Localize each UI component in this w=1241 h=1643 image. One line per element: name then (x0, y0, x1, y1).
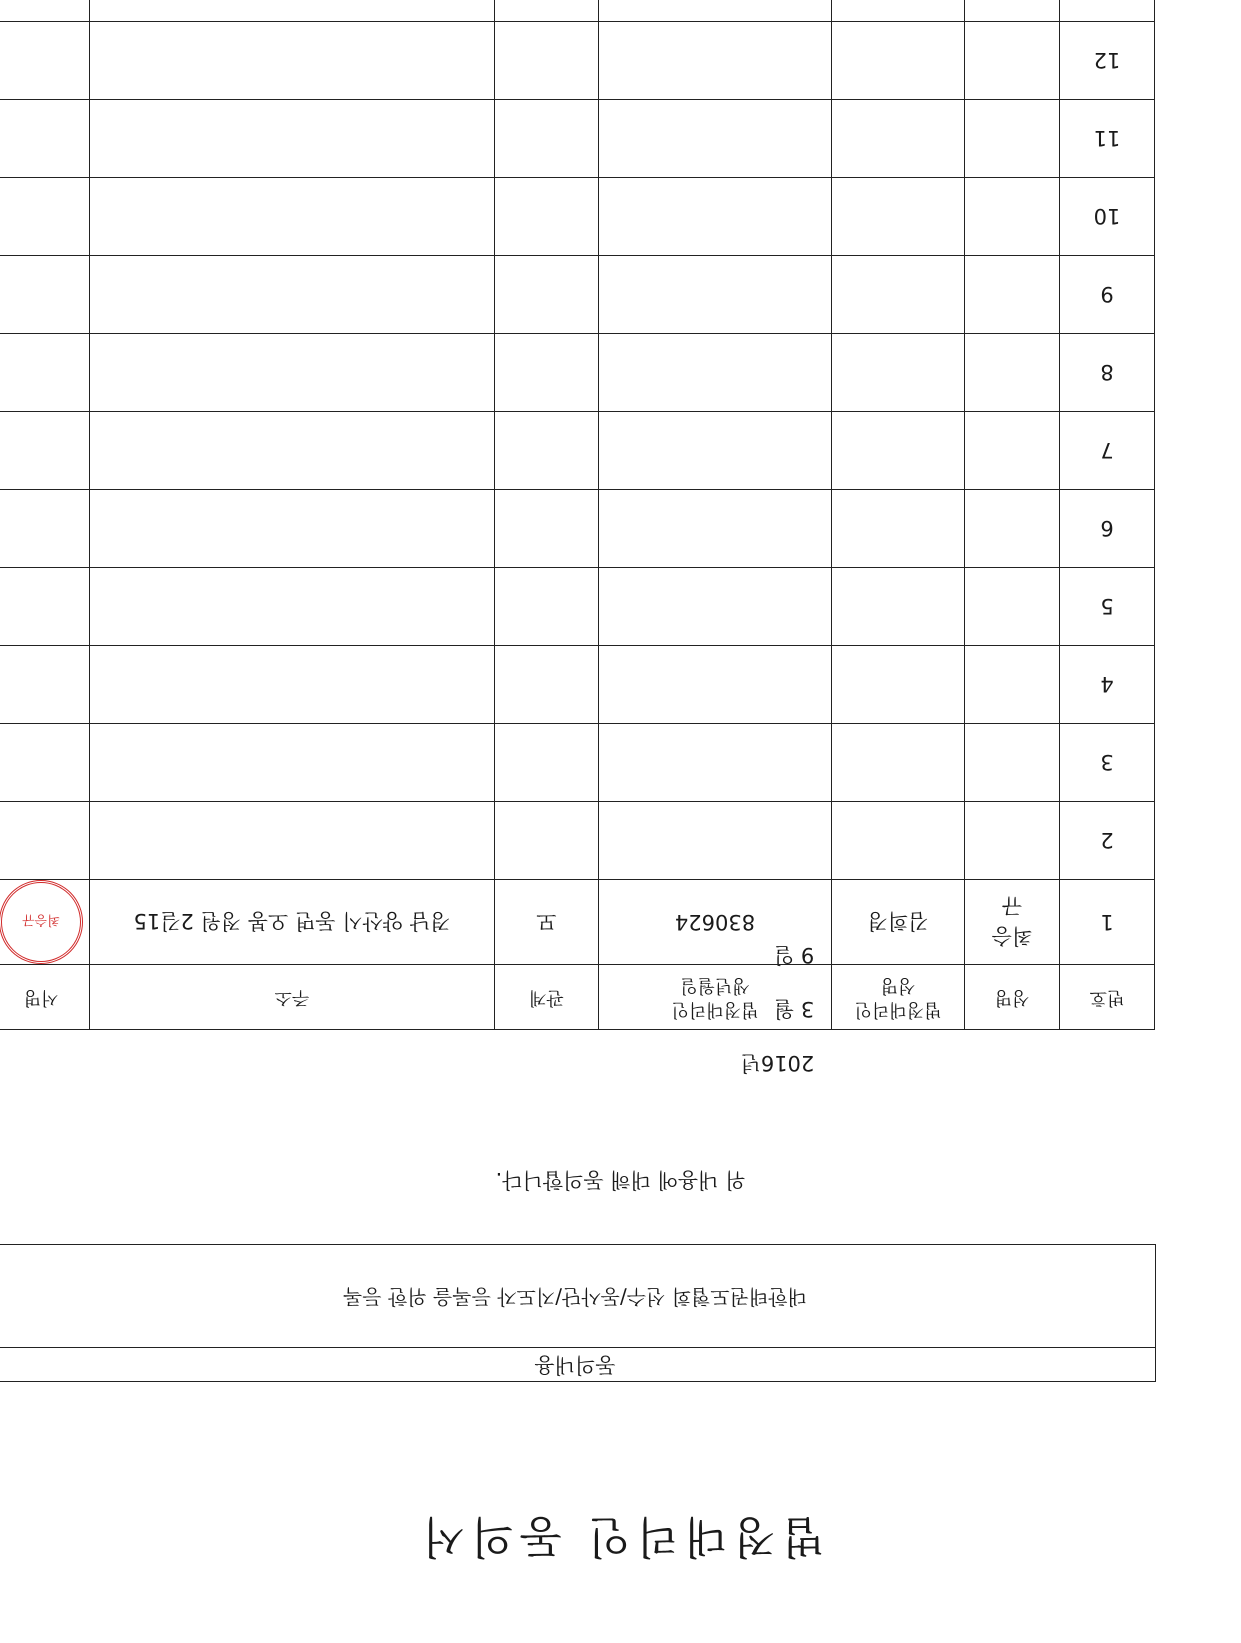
row-number-cell: 6 (1060, 490, 1155, 568)
date-day: 9 일 (773, 943, 815, 967)
signature-cell (0, 724, 90, 802)
consent-header: 동의내용 (0, 1347, 1155, 1381)
athlete-name-cell (965, 568, 1060, 646)
athlete-name-cell (965, 802, 1060, 880)
guardian-name-cell (832, 646, 965, 724)
guardian-birthdate-cell (599, 490, 832, 568)
address-cell (90, 802, 495, 880)
address-cell (90, 100, 495, 178)
row-number-cell: 11 (1060, 100, 1155, 178)
signature-cell (0, 0, 90, 22)
guardian-name-cell (832, 412, 965, 490)
relation-cell (495, 100, 599, 178)
guardian-birthdate-cell (599, 0, 832, 22)
guardian-birthdate-cell (599, 646, 832, 724)
table-row (0, 178, 1155, 256)
relation-cell (495, 568, 599, 646)
guardian-birthdate-cell (599, 178, 832, 256)
address-cell (90, 724, 495, 802)
row-number-cell: 5 (1060, 568, 1155, 646)
relation-cell (495, 178, 599, 256)
guardian-name-cell (832, 0, 965, 22)
table-row (0, 0, 1155, 22)
guardian-name-cell (832, 802, 965, 880)
guardian-name-cell (832, 490, 965, 568)
guardian-birthdate-cell (599, 100, 832, 178)
row-number-cell: 3 (1060, 724, 1155, 802)
relation-cell (495, 724, 599, 802)
guardian-birthdate-cell (599, 412, 832, 490)
signature-seal: 최승규 (0, 880, 83, 964)
athlete-name-cell (965, 256, 1060, 334)
relation-cell (495, 490, 599, 568)
table-row (0, 802, 1155, 880)
guardian-name-cell: 김희경 (832, 880, 965, 965)
signature-cell (0, 646, 90, 724)
guardian-birthdate-cell: 830624 (599, 880, 832, 965)
table-row (0, 568, 1155, 646)
athlete-name-cell (965, 22, 1060, 100)
column-header: 번호 (1060, 965, 1155, 1030)
row-number-cell (1060, 0, 1155, 22)
date-year: 2016년 (740, 1051, 815, 1075)
row-number-cell: 10 (1060, 178, 1155, 256)
athlete-name-cell (965, 646, 1060, 724)
column-header: 법정대리인 성명 (832, 965, 965, 1030)
row-number-cell: 7 (1060, 412, 1155, 490)
signature-cell (0, 880, 90, 965)
address-cell (90, 256, 495, 334)
table-row (0, 256, 1155, 334)
guardian-birthdate-cell (599, 334, 832, 412)
relation-cell (495, 334, 599, 412)
table-row (0, 334, 1155, 412)
signature-cell (0, 490, 90, 568)
row-number-cell: 1 (1060, 880, 1155, 965)
address-cell (90, 178, 495, 256)
row-number-cell: 8 (1060, 334, 1155, 412)
column-header: 관계 (495, 965, 599, 1030)
table-row (0, 22, 1155, 100)
guardian-birthdate-cell (599, 568, 832, 646)
relation-cell: 모 (495, 880, 599, 965)
guardian-birthdate-cell (599, 802, 832, 880)
athlete-name-cell (965, 490, 1060, 568)
guardian-name-cell (832, 100, 965, 178)
signature-cell (0, 334, 90, 412)
signature-cell (0, 256, 90, 334)
address-cell (90, 646, 495, 724)
agreement-text: 위 내용에 대해 동의합니다. (495, 1168, 746, 1192)
row-number-cell: 2 (1060, 802, 1155, 880)
relation-cell (495, 646, 599, 724)
row-number-cell: 12 (1060, 22, 1155, 100)
column-header: 성명 (965, 965, 1060, 1030)
address-cell (90, 412, 495, 490)
guardian-name-cell (832, 178, 965, 256)
signature-cell (0, 178, 90, 256)
relation-cell (495, 22, 599, 100)
athlete-name-cell (965, 178, 1060, 256)
table-row (0, 412, 1155, 490)
athlete-name-cell (965, 334, 1060, 412)
signature-cell (0, 412, 90, 490)
relation-cell (495, 412, 599, 490)
address-cell (90, 334, 495, 412)
relation-cell (495, 256, 599, 334)
guardian-birthdate-cell (599, 256, 832, 334)
row-number-cell: 4 (1060, 646, 1155, 724)
guardian-name-cell (832, 256, 965, 334)
guardian-name-cell (832, 724, 965, 802)
table-row (0, 490, 1155, 568)
guardian-birthdate-cell (599, 724, 832, 802)
athlete-name-cell (965, 724, 1060, 802)
athlete-name-cell: 최승 규 (965, 880, 1060, 965)
guardian-name-cell (832, 22, 965, 100)
table-row (0, 646, 1155, 724)
athlete-name-cell (965, 100, 1060, 178)
consent-box (0, 1244, 1156, 1382)
table-row (0, 880, 1155, 965)
column-header: 주소 (90, 965, 495, 1030)
address-cell: 경남 양산시 동면 오봉 정원 2길15 (90, 880, 495, 965)
address-cell (90, 0, 495, 22)
relation-cell (495, 802, 599, 880)
signature-cell (0, 568, 90, 646)
table-row (0, 100, 1155, 178)
address-cell (90, 490, 495, 568)
athlete-name-cell (965, 0, 1060, 22)
document-title: 법정대리인 동의서 (416, 1511, 825, 1562)
table-row (0, 724, 1155, 802)
signature-cell (0, 22, 90, 100)
date-month: 3 월 (773, 997, 815, 1021)
guardian-birthdate-cell (599, 22, 832, 100)
signature-cell (0, 802, 90, 880)
table-header-row (0, 965, 1155, 1030)
column-header: 서명 (0, 965, 90, 1030)
row-number-cell: 9 (1060, 256, 1155, 334)
athlete-name-cell (965, 412, 1060, 490)
address-cell (90, 22, 495, 100)
column-header: 법정대리인 생년월일 (599, 965, 832, 1030)
address-cell (90, 568, 495, 646)
signature-cell (0, 100, 90, 178)
consent-body: 대한태권도협회 선수/동사단/지도자 등록을 위한 등록 (343, 1285, 807, 1309)
guardian-name-cell (832, 334, 965, 412)
guardian-name-cell (832, 568, 965, 646)
relation-cell (495, 0, 599, 22)
